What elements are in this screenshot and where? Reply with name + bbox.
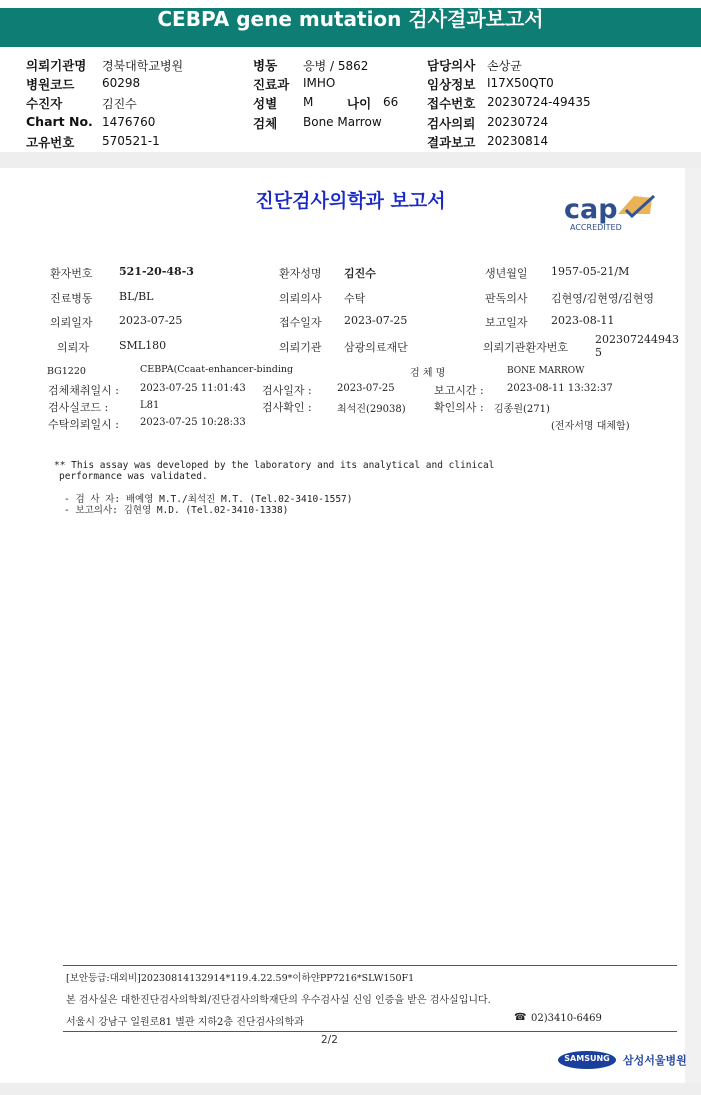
samsung-logo-text: SAMSUNG	[564, 1054, 610, 1063]
hospital-code-label: 병원코드	[26, 77, 75, 92]
department-value: IMHO	[303, 76, 336, 90]
assay-note-line-2: performance was validated.	[59, 471, 208, 482]
attending-doctor-value: 손상균	[487, 59, 522, 73]
receipt-date-label: 접수일자	[279, 316, 322, 329]
page-number: 2/2	[321, 1034, 338, 1046]
collection-time-label: 검체채취일시 :	[48, 384, 119, 397]
result-report-label: 결과보고	[427, 135, 476, 150]
clinical-info-value: I17X50QT0	[487, 76, 554, 90]
result-report-value: 20230814	[487, 134, 549, 148]
staff-tester: - 검 사 자: 배예영 M.T./최석진 M.T. (Tel.02-3410-1557)	[64, 494, 353, 505]
consignment-time-label: 수탁의뢰일시 :	[48, 418, 119, 431]
ward-value-2: BL/BL	[119, 290, 154, 303]
lab-code-label: 검사실코드 :	[48, 401, 109, 414]
hospital-name-label: 의뢰기관명	[26, 58, 87, 73]
lab-code-value: L81	[140, 400, 160, 411]
test-code: BG1220	[47, 366, 86, 377]
clinical-info-label: 임상정보	[427, 77, 476, 92]
test-date-label: 검사일자 :	[262, 384, 312, 397]
requesting-institution-label: 의뢰기관	[279, 341, 322, 354]
certification-text: 본 검사실은 대한진단검사의학회/진단검사의학재단의 우수검사실 신임 인증을 받은 검사실입니다.	[66, 995, 491, 1006]
institution-patient-no-value: 202307244943	[595, 333, 679, 346]
patient-name-value: 김진수	[344, 267, 376, 280]
footer-bottom-rule	[63, 1031, 677, 1032]
unique-no-label: 고유번호	[26, 135, 75, 150]
report-date-label: 보고일자	[485, 316, 528, 329]
age-label: 나이	[347, 96, 372, 111]
patient-label: 수진자	[26, 96, 63, 111]
requesting-institution-value: 삼광의료재단	[344, 341, 408, 354]
test-date-value: 2023-07-25	[337, 383, 395, 394]
confirming-doctor-label: 확인의사 :	[434, 401, 484, 414]
collection-time-value: 2023-07-25 11:01:43	[140, 383, 246, 394]
footer-top-rule	[63, 965, 677, 966]
attending-doctor-label: 담당의사	[427, 58, 476, 73]
page-bottom-shade	[0, 1083, 701, 1095]
requesting-doctor-value: 수탁	[344, 292, 366, 305]
specimen-name-label: 검 체 명	[410, 368, 446, 379]
assay-note-line-1: ** This assay was developed by the laboratory and its analytical and clinical	[54, 460, 495, 471]
chart-no-value: 1476760	[102, 115, 156, 129]
hospital-code-value: 60298	[102, 76, 141, 90]
ward-label-2: 진료병동	[50, 292, 93, 305]
report-time-label: 보고시간 :	[434, 384, 484, 397]
ward-label: 병동	[253, 58, 278, 73]
institution-patient-no-value-cont: 5	[595, 346, 602, 359]
report-header-title: CEBPA gene mutation 검사결과보고서	[157, 7, 544, 31]
cap-logo-text: cap	[564, 194, 618, 225]
samsung-logo	[557, 1050, 617, 1070]
report-title: 진단검사의학과 보고서	[255, 190, 446, 212]
confirming-doctor-value: 김종원(271)	[494, 404, 550, 415]
requesting-doctor-label: 의뢰의사	[279, 292, 322, 305]
phone-icon: ☎	[514, 1012, 527, 1023]
receipt-no-value: 20230724-49435	[487, 95, 591, 109]
test-request-value: 20230724	[487, 115, 549, 129]
cap-logo-subtext: ACCREDITED	[570, 223, 622, 232]
hospital-name-value: 경북대학교병원	[102, 59, 184, 73]
staff-reporting-doctor: - 보고의사: 김현영 M.D. (Tel.02-3410-1338)	[64, 505, 289, 516]
section-divider	[0, 152, 701, 168]
page-margin-shade	[685, 168, 701, 1083]
receipt-no-label: 접수번호	[427, 96, 476, 111]
test-name: CEBPA(Ccaat-enhancer-binding	[140, 364, 294, 375]
request-date-value: 2023-07-25	[119, 314, 183, 327]
lab-address: 서울시 강남구 일원로81 별관 지하2층 진단검사의학과	[66, 1017, 304, 1028]
requester-value: SML180	[119, 339, 167, 352]
consignment-time-value: 2023-07-25 10:28:33	[140, 417, 246, 428]
institution-patient-no-label: 의뢰기관환자번호	[483, 341, 569, 354]
patient-name-label: 환자성명	[279, 267, 322, 280]
receipt-date-value: 2023-07-25	[344, 314, 408, 327]
chart-no-label: Chart No.	[26, 114, 93, 129]
birth-date-label: 생년월일	[485, 267, 528, 280]
hospital-logo-name: 삼성서울병원	[623, 1054, 687, 1067]
test-request-label: 검사의뢰	[427, 116, 476, 131]
ward-value: 응병 / 5862	[303, 59, 369, 73]
patient-value: 김진수	[102, 97, 137, 111]
report-date-value: 2023-08-11	[551, 314, 615, 327]
reading-doctor-value: 김현영/김현영/김현영	[551, 292, 655, 305]
specimen-label: 검체	[253, 116, 278, 131]
security-line: [보안등급:대외비]20230814132914*119.4.22.59*이하얀PP7216*SLW150F1	[66, 973, 415, 984]
requester-label: 의뢰자	[57, 341, 89, 354]
request-date-label: 의뢰일자	[50, 316, 93, 329]
patient-no-value: 521-20-48-3	[119, 265, 194, 278]
lab-phone: 02)3410-6469	[531, 1013, 602, 1024]
patient-no-label: 환자번호	[50, 267, 93, 280]
e-signature-note: (전자서명 대체함)	[551, 421, 630, 432]
unique-no-value: 570521-1	[102, 134, 160, 148]
sex-value: M	[303, 95, 314, 109]
cap-accredited-logo	[560, 192, 660, 236]
test-confirm-value: 최석진(29038)	[337, 404, 406, 415]
test-confirm-label: 검사확인 :	[262, 401, 312, 414]
specimen-value: Bone Marrow	[303, 115, 382, 129]
birth-date-value: 1957-05-21/M	[551, 265, 630, 278]
age-value: 66	[383, 95, 399, 109]
report-time-value: 2023-08-11 13:32:37	[507, 383, 613, 394]
sex-label: 성별	[253, 96, 278, 111]
department-label: 진료과	[253, 77, 290, 92]
reading-doctor-label: 판독의사	[485, 292, 528, 305]
specimen-name-value: BONE MARROW	[507, 366, 585, 376]
